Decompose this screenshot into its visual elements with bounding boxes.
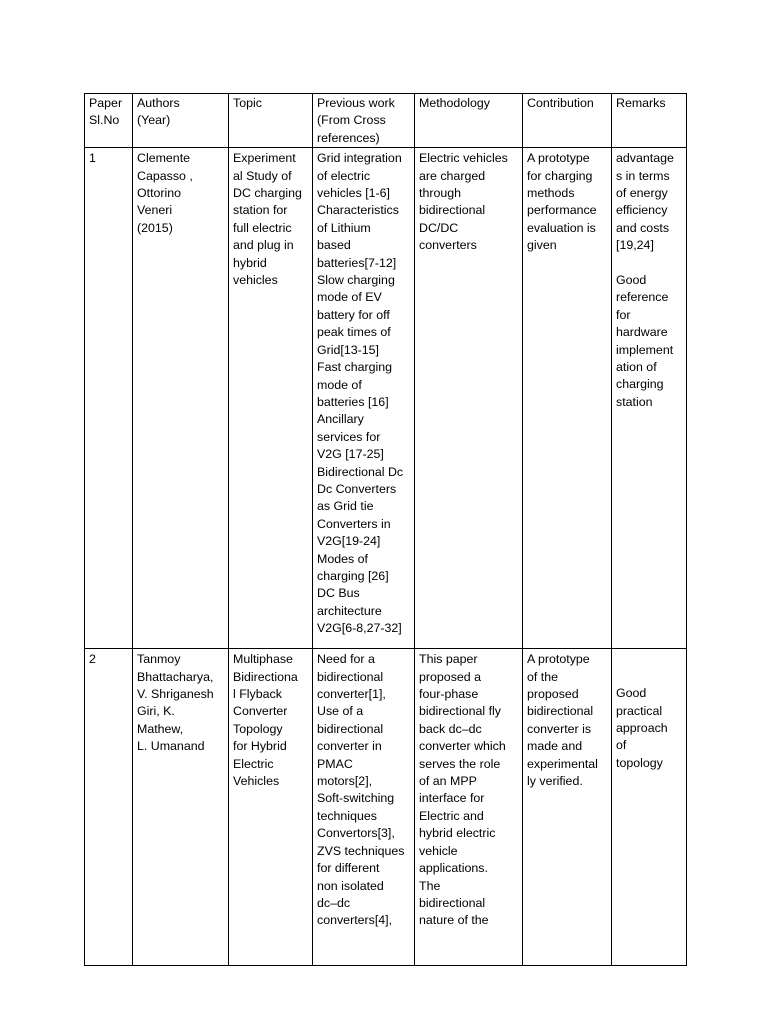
cell-text-line: Characteristics: [317, 203, 399, 218]
cell-text-line: approach: [616, 721, 668, 736]
header-authors-year: [133, 94, 229, 148]
cell-text-line: vehicles [1-6]: [317, 186, 391, 201]
cell-text-line: made and: [527, 739, 583, 754]
cell-text-line: Need for a: [317, 652, 375, 667]
cell-text-line: techniques: [317, 808, 377, 823]
cell-text-line: reference: [616, 290, 669, 305]
cell-text-line: bidirectional fly: [419, 704, 501, 719]
header-previous-work: [313, 94, 415, 148]
cell-text-line: V2G[6-8,27-32]: [317, 621, 402, 636]
cell-methodology: [415, 148, 523, 649]
cell-text-line: Methodology: [419, 96, 490, 110]
cell-text-line: bidirectional: [527, 704, 594, 719]
cell-text-line: as Grid tie: [317, 499, 374, 514]
cell-text-line: for different: [317, 861, 380, 876]
cell-text-line: references): [317, 130, 380, 145]
table-row: [85, 148, 687, 649]
cell-text-line: converters: [419, 238, 477, 253]
table-row: [85, 649, 687, 966]
cell-text-line: architecture: [317, 603, 382, 618]
cell-text-line: DC charging: [233, 186, 302, 201]
cell-text-line: Electric vehicles: [419, 151, 508, 166]
cell-text-line: 2: [89, 652, 96, 667]
cell-text-line: experimental: [527, 756, 598, 771]
cell-previous-work: [313, 649, 415, 966]
cell-text-line: of energy: [616, 186, 668, 201]
cell-text-line: DC Bus: [317, 586, 360, 601]
cell-text-line: This paper: [419, 652, 478, 667]
cell-text-line: (Year): [137, 113, 171, 128]
header-contribution: [523, 94, 612, 148]
cell-text-line: Slow charging: [317, 273, 395, 288]
cell-text-line: practical: [616, 703, 663, 718]
cell-text-line: station for: [233, 203, 288, 218]
cell-text-line: Multiphase: [233, 652, 293, 667]
cell-sl-no: [85, 649, 133, 966]
cell-text-line: for charging: [527, 168, 593, 183]
cell-text-line: implement: [616, 342, 674, 357]
cell-text-line: Converter: [233, 704, 288, 719]
cell-text-line: are charged: [419, 168, 486, 183]
cell-text-line: nature of the: [419, 913, 489, 928]
cell-text-line: mode of: [317, 377, 362, 392]
cell-authors: [133, 649, 229, 966]
cell-text-line: Use of a: [317, 704, 364, 719]
cell-text-line: of the: [527, 669, 559, 684]
cell-text-line: Convertors[3],: [317, 826, 395, 841]
cell-text-line: Capasso ,: [137, 168, 193, 183]
cell-text-line: l Flyback: [233, 687, 282, 702]
cell-text-line: Grid[13-15]: [317, 342, 379, 357]
cell-text-line: Clemente: [137, 151, 191, 166]
cell-text-line: of electric: [317, 168, 371, 183]
cell-text-line: back dc–dc: [419, 721, 482, 736]
cell-text-line: s in terms: [616, 168, 670, 183]
cell-text-line: 1: [89, 151, 96, 166]
cell-text-line: hardware: [616, 325, 668, 340]
cell-text-line: Authors: [137, 96, 180, 110]
literature-review-table: [84, 93, 687, 966]
cell-text-line: applications.: [419, 861, 488, 876]
cell-text-line: Bhattacharya,: [137, 669, 214, 684]
cell-text-line: full electric: [233, 220, 292, 235]
cell-text-line: Tanmoy: [137, 652, 181, 667]
cell-text-line: (From Cross: [317, 113, 386, 128]
cell-text-line: station: [616, 394, 653, 409]
cell-text-line: of an MPP: [419, 774, 477, 789]
cell-text-line: vehicles: [233, 273, 278, 288]
cell-text-line: vehicle: [419, 843, 458, 858]
cell-text-line: Veneri: [137, 203, 173, 218]
cell-text-line: The: [419, 878, 441, 893]
cell-text-line: proposed: [527, 687, 579, 702]
cell-text-line: topology: [616, 755, 663, 770]
cell-text-line: batteries [16]: [317, 394, 389, 409]
cell-text-line: methods: [527, 186, 575, 201]
cell-text-line: V2G[19-24]: [317, 534, 381, 549]
cell-text-line: services for: [317, 429, 381, 444]
cell-text-line: four-phase: [419, 687, 479, 702]
cell-text-line: mode of EV: [317, 290, 382, 305]
cell-methodology: [415, 649, 523, 966]
cell-text-line: charging [26]: [317, 568, 389, 583]
cell-text-line: peak times of: [317, 325, 391, 340]
cell-text-line: Modes of: [317, 551, 368, 566]
cell-text-line: charging: [616, 377, 664, 392]
cell-text-line: converter in: [317, 739, 382, 754]
cell-remarks: [612, 148, 687, 649]
cell-text-line: through: [419, 186, 462, 201]
cell-contribution: [523, 148, 612, 649]
header-paper-sl-no: [85, 94, 133, 148]
cell-text-line: hybrid: [233, 255, 267, 270]
cell-text-line: Contribution: [527, 96, 594, 110]
cell-text-line: bidirectional: [317, 721, 384, 736]
remarks-paragraph: [616, 272, 683, 411]
cell-text-line: ation of: [616, 360, 657, 375]
cell-text-line: converter which: [419, 739, 506, 754]
cell-text-line: [19,24]: [616, 238, 654, 253]
cell-text-line: Grid integration: [317, 151, 402, 166]
header-row: [85, 94, 687, 148]
cell-text-line: batteries[7-12]: [317, 255, 397, 270]
cell-topic: [229, 649, 313, 966]
cell-text-line: (2015): [137, 220, 173, 235]
cell-text-line: Bidirectiona: [233, 669, 298, 684]
cell-text-line: converters[4],: [317, 913, 393, 928]
cell-text-line: Mathew,: [137, 721, 184, 736]
cell-text-line: PMAC: [317, 756, 353, 771]
cell-text-line: Sl.No: [89, 113, 120, 128]
cell-text-line: DC/DC: [419, 220, 459, 235]
cell-text-line: performance: [527, 203, 597, 218]
cell-text-line: proposed a: [419, 669, 482, 684]
header-topic: [229, 94, 313, 148]
cell-text-line: A prototype: [527, 151, 590, 166]
cell-text-line: converter is: [527, 721, 592, 736]
cell-text-line: evaluation is: [527, 220, 596, 235]
cell-text-line: and plug in: [233, 238, 294, 253]
cell-text-line: Ancillary: [317, 412, 364, 427]
cell-text-line: V. Shriganesh: [137, 687, 214, 702]
cell-text-line: Soft-switching: [317, 791, 395, 806]
cell-text-line: Topic: [233, 96, 262, 110]
cell-text-line: of: [616, 738, 627, 753]
cell-text-line: ly verified.: [527, 774, 583, 789]
cell-text-line: interface for: [419, 791, 485, 806]
cell-text-line: Converters in: [317, 516, 391, 531]
cell-text-line: Vehicles: [233, 774, 280, 789]
cell-text-line: L. Umanand: [137, 739, 205, 754]
cell-text-line: Paper: [89, 96, 123, 110]
header-methodology: [415, 94, 523, 148]
cell-text-line: Electric: [233, 756, 274, 771]
cell-text-line: Topology: [233, 721, 283, 736]
cell-sl-no: [85, 148, 133, 649]
paragraph-gap: [616, 255, 683, 272]
remarks-paragraph: [616, 150, 683, 254]
cell-text-line: Good: [616, 686, 647, 701]
cell-text-line: Good: [616, 273, 647, 288]
cell-text-line: Dc Converters: [317, 481, 397, 496]
cell-text-line: Bidirectional Dc: [317, 464, 404, 479]
cell-text-line: bidirectional: [419, 895, 486, 910]
cell-text-line: Experiment: [233, 151, 296, 166]
cell-text-line: based: [317, 238, 351, 253]
cell-text-line: bidirectional: [419, 203, 486, 218]
cell-text-line: battery for off: [317, 307, 390, 322]
cell-text-line: hybrid electric: [419, 826, 496, 841]
cell-contribution: [523, 649, 612, 966]
header-remarks: [612, 94, 687, 148]
cell-text-line: efficiency: [616, 203, 668, 218]
cell-text-line: advantage: [616, 151, 674, 166]
cell-text-line: for Hybrid: [233, 739, 287, 754]
cell-text-line: of Lithium: [317, 220, 371, 235]
cell-text-line: dc–dc: [317, 895, 351, 910]
cell-text-line: Remarks: [616, 96, 666, 110]
cell-topic: [229, 148, 313, 649]
cell-text-line: Giri, K.: [137, 704, 175, 719]
cell-previous-work: [313, 148, 415, 649]
cell-text-line: Fast charging: [317, 360, 393, 375]
cell-remarks: [612, 649, 687, 966]
cell-text-line: Previous work: [317, 96, 395, 110]
cell-text-line: converter[1],: [317, 687, 386, 702]
cell-text-line: al Study of: [233, 168, 292, 183]
cell-text-line: Ottorino: [137, 186, 182, 201]
cell-text-line: bidirectional: [317, 669, 384, 684]
cell-authors: [133, 148, 229, 649]
cell-text-line: and costs: [616, 220, 670, 235]
cell-text-line: A prototype: [527, 652, 590, 667]
cell-text-line: serves the role: [419, 756, 501, 771]
cell-text-line: for: [616, 307, 631, 322]
cell-text-line: V2G [17-25]: [317, 447, 384, 462]
cell-text-line: non isolated: [317, 878, 384, 893]
cell-text-line: given: [527, 238, 557, 253]
cell-text-line: motors[2],: [317, 774, 373, 789]
cell-text-line: Electric and: [419, 808, 484, 823]
cell-text-line: ZVS techniques: [317, 843, 405, 858]
